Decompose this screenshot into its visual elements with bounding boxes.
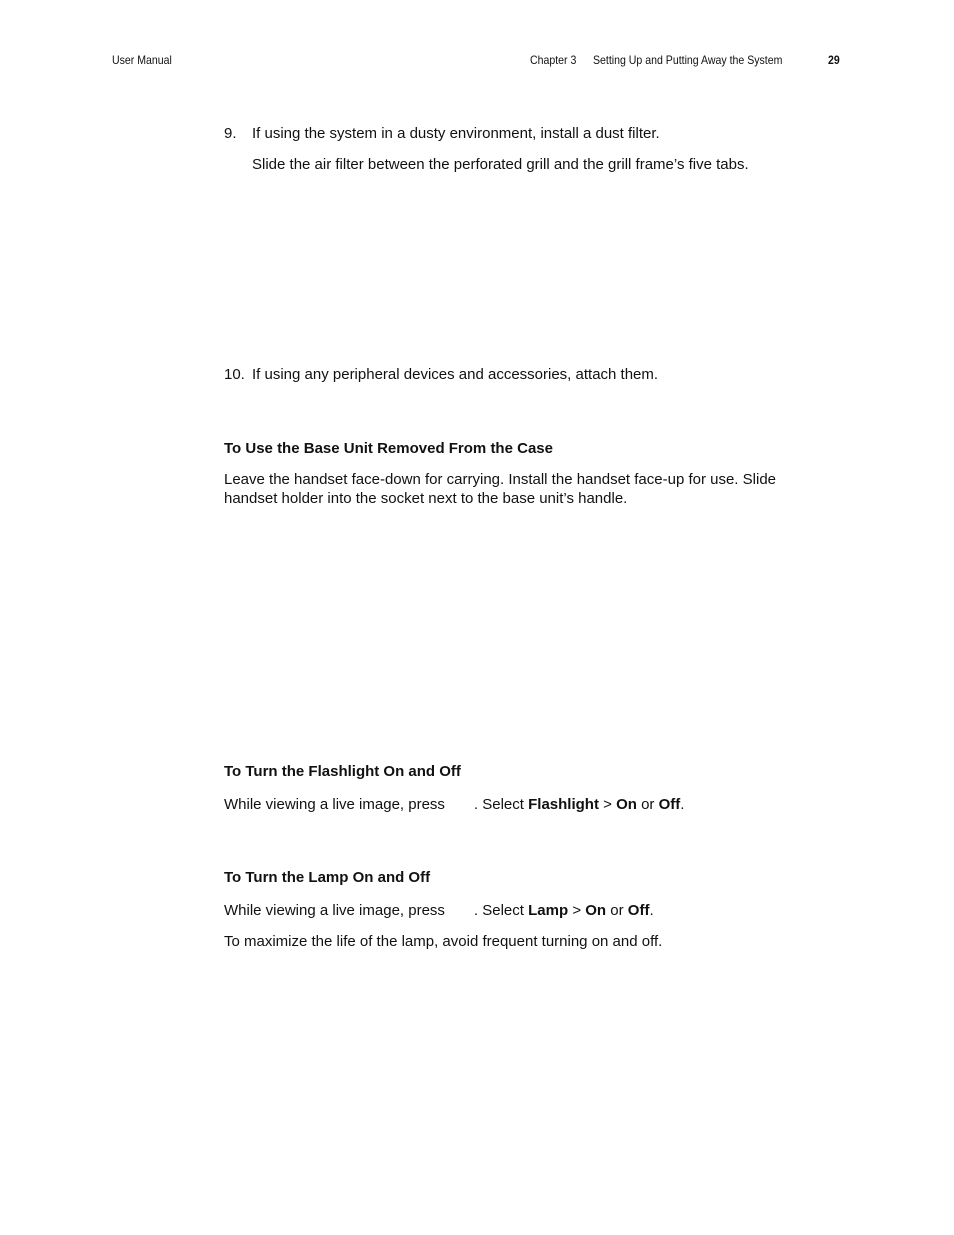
running-header-title: Setting Up and Putting Away the System <box>593 53 783 67</box>
lamp-instruction <box>224 901 654 920</box>
section-heading-flashlight: To Turn the Flashlight On and Off <box>224 763 461 780</box>
step-10 <box>224 365 658 384</box>
instruction-end: . <box>649 902 654 919</box>
running-header-left: User Manual <box>112 53 172 67</box>
menu-arrow: > <box>603 796 612 813</box>
section-heading-lamp: To Turn the Lamp On and Off <box>224 869 431 886</box>
flashlight-instruction <box>224 795 684 814</box>
instruction-select: . Select <box>473 902 524 919</box>
menu-item-flashlight: Flashlight <box>528 796 599 813</box>
option-off: Off <box>658 796 681 813</box>
step-text: If using any peripheral devices and accessories, attach them. <box>252 366 659 383</box>
option-on: On <box>616 796 637 813</box>
option-on: On <box>585 902 607 919</box>
running-header-chapter: Chapter 3 <box>530 53 577 67</box>
instruction-pre: While viewing a live image, press <box>224 902 445 919</box>
menu-arrow: > <box>572 902 582 919</box>
step-text: If using the system in a dusty environment, install a dust filter. <box>252 125 660 142</box>
section-heading-base-unit: To Use the Base Unit Removed From the Case <box>224 440 553 457</box>
step-number: 9. <box>224 125 237 142</box>
lamp-note: To maximize the life of the lamp, avoid frequent turning on and off. <box>224 933 663 950</box>
instruction-pre: While viewing a live image, press <box>224 796 445 813</box>
step-number: 10. <box>224 366 245 383</box>
step-9-detail: Slide the air filter between the perforated grill and the grill frame’s five tabs. <box>252 156 749 173</box>
option-or: or <box>610 902 624 919</box>
option-or: or <box>641 796 655 813</box>
section-body-base-unit: Leave the handset face-down for carrying. Install the handset face-up for use. Slide handset holder into the socket next to the base unit’s handle. <box>224 471 776 507</box>
instruction-select: . Select <box>473 796 524 813</box>
option-off: Off <box>627 902 650 919</box>
instruction-end: . <box>680 796 685 813</box>
step-9 <box>224 124 660 143</box>
menu-item-lamp: Lamp <box>528 902 569 919</box>
page-number: 29 <box>828 53 840 67</box>
